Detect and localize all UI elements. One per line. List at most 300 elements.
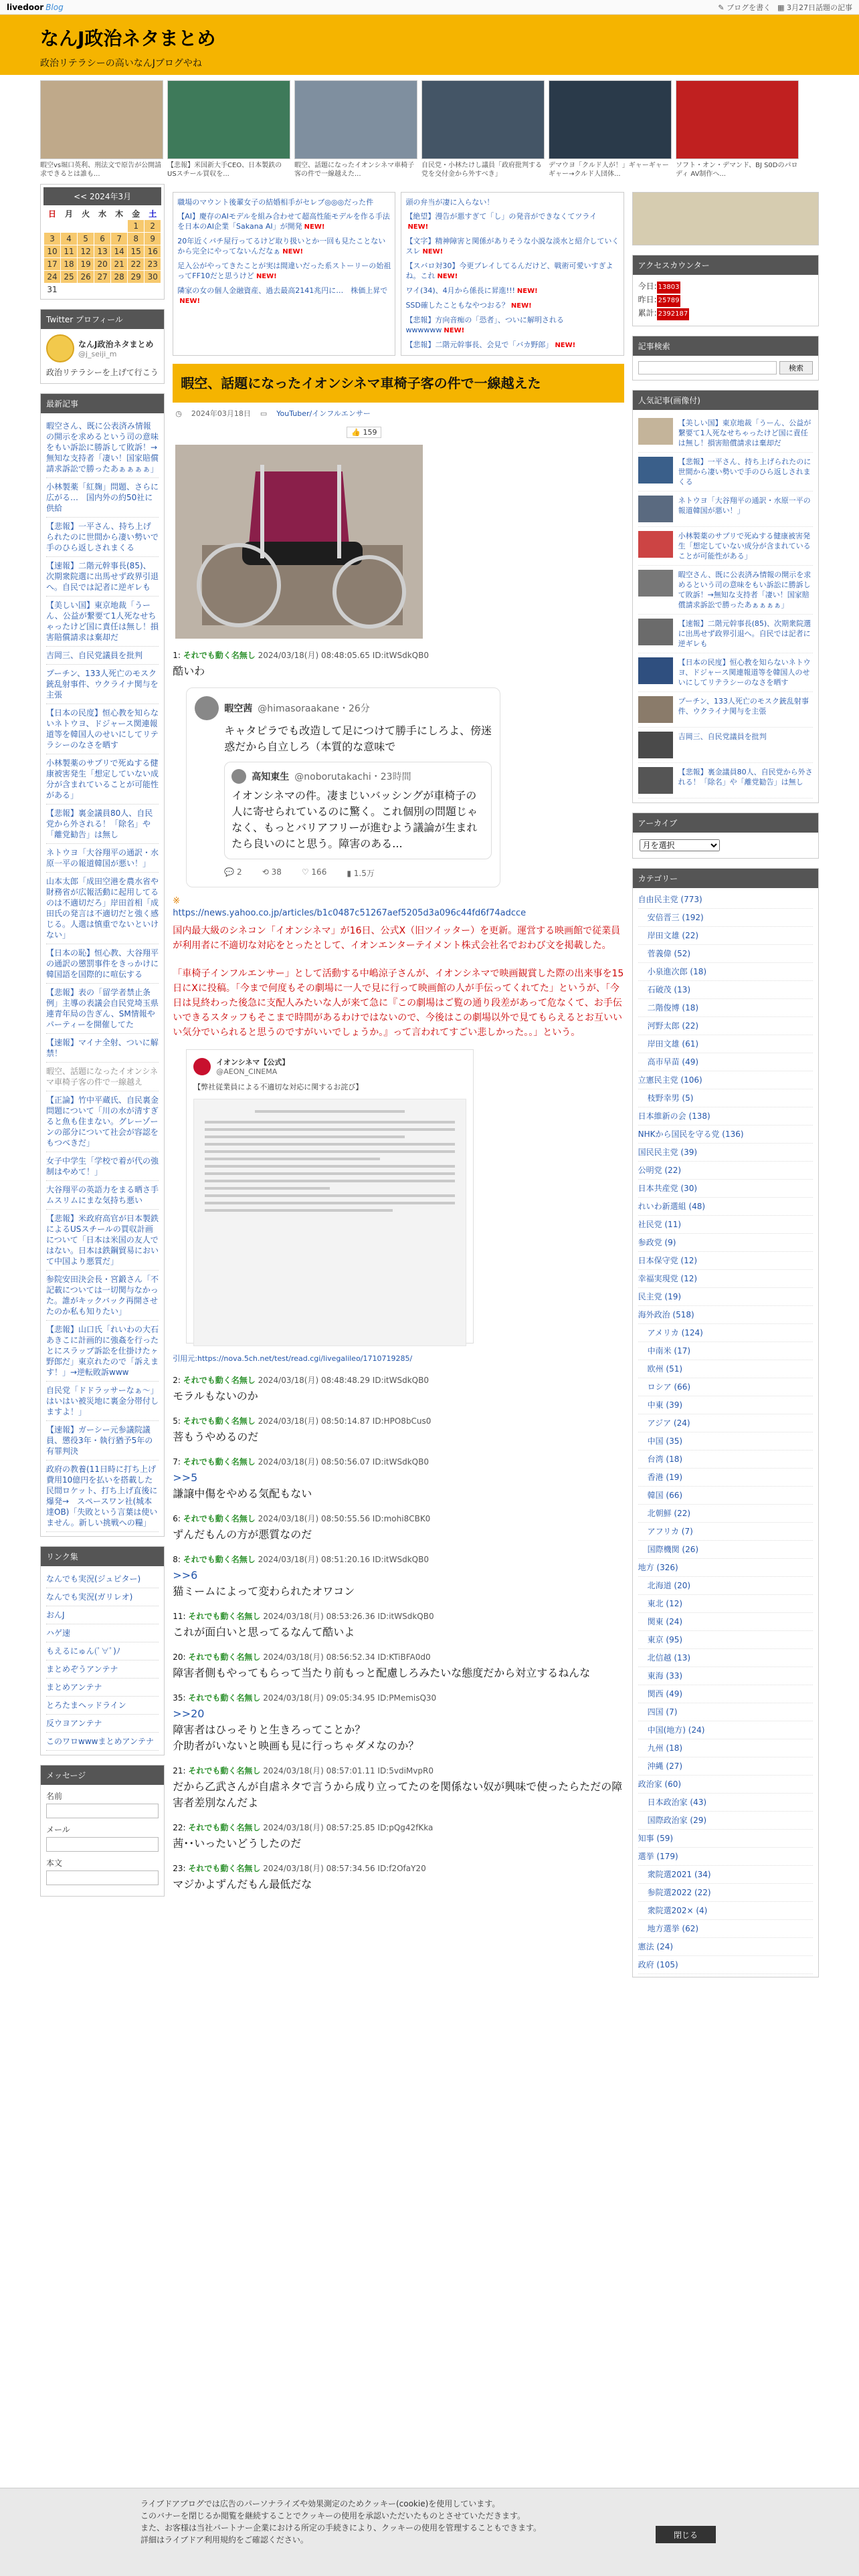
popular-article[interactable] [638, 453, 813, 492]
latest-article-link[interactable]: 【日本の恥】恒心教、大谷翔平の通訳の懲罰事件をきっかけに韓国語を国際的に喧伝する [46, 944, 159, 984]
source-paragraph-2: 「車椅子インフルエンサー」として活動する中嶋涼子さんが、イオンシネマで映画観賞した際の出来事を15日にXに投稿。「今まで何度もその劇場に一人で見に行って映画館の人が手伝ってくれてた」というが、「今日は見終わった後急に支配人みたいな人が来て急に『この劇場はご覧の通り段差があって危なくて、お手伝いできるスタッフもそこまで時間があるわけではないので、今後はこの劇場以外で見てもらえるとお互いいい気分でいられると思うのですがいいでしょうか。』って言われてすごい悲しかった。。」という。 [173, 968, 624, 1038]
calendar-day[interactable]: 5 [78, 233, 94, 245]
links [40, 1546, 165, 1755]
category-link[interactable]: 北海道 (20) [638, 1577, 813, 1595]
counter-row: 今日: 13803 [638, 280, 813, 294]
archive-heading: アーカイブ [633, 813, 818, 833]
popular-thumb [638, 732, 673, 758]
response-body: 茜･･いったいどうしたのだ [173, 1837, 302, 1850]
category-link[interactable]: 国民民主党 (39) [638, 1144, 813, 1162]
blogroll-link[interactable]: まとめアンテナ [46, 1679, 159, 1697]
search-input[interactable] [638, 361, 777, 374]
category-link[interactable]: アメリカ (124) [638, 1324, 813, 1342]
new-badge: NEW! [256, 273, 277, 280]
category-link[interactable]: 参政党 (9) [638, 1234, 813, 1252]
category-link[interactable]: 政治家 (60) [638, 1776, 813, 1794]
tweet-author: 暇空茜 [224, 704, 253, 714]
calendar-day [61, 284, 78, 296]
calendar-day[interactable]: 18 [61, 258, 78, 271]
category-link[interactable]: 北朝鮮 (22) [638, 1505, 813, 1523]
category-link[interactable]: 中国 (35) [638, 1432, 813, 1451]
weekday-label: 土 [149, 209, 157, 219]
category-link[interactable]: 立憲民主党 (106) [638, 1071, 813, 1089]
category-link[interactable]: 東北 (12) [638, 1595, 813, 1613]
category-link[interactable]: 公明党 (22) [638, 1162, 813, 1180]
top-news-left [173, 192, 395, 356]
weekday-label: 火 [82, 209, 90, 219]
top-news-link[interactable]: 隣家の女の個人金融資産、過去最高2141兆円に… 株価上昇でNEW! [177, 286, 388, 305]
category-link[interactable]: 関西 (49) [638, 1685, 813, 1703]
calendar-day [94, 284, 111, 296]
category-link[interactable]: 欧州 (51) [638, 1360, 813, 1378]
popular-title: 小林製薬のサプリで死ぬする健康被害発生「想定していない成分が含まれていることが可能性がある」 [678, 532, 811, 560]
category-link[interactable]: 菅義偉 (52) [638, 945, 813, 963]
featured-thumb[interactable] [40, 80, 163, 179]
top-news-link[interactable]: 【AI】慶存のAIモデルを組み合わせて超高性能モデルを作る手法を日本のAI企業「Sakana AI」が開発 NEW! [177, 212, 390, 231]
response-header: 6: それでも動く名無し 2024/03/18(月) 08:50:55.56 ID:mohi8CBK0 [173, 1514, 431, 1523]
blogroll-link[interactable]: おんJ [46, 1606, 159, 1624]
thumb-image [167, 80, 290, 159]
twitter-handle[interactable]: @j_seiji_m [78, 350, 117, 358]
trending-link[interactable]: ▦ 3月27日話題の記事 [777, 3, 852, 12]
featured-thumb[interactable] [421, 80, 545, 179]
category-link[interactable]: 香港 (19) [638, 1469, 813, 1487]
response-body: 障害者側もやってもらって当たり前もっと配慮しろみたいな態度だから対立するねんな [173, 1667, 591, 1679]
latest-article-link[interactable]: 小林製薬「紅麹」問題、さらに広がる… 国内外の約50社に供給 [46, 478, 159, 518]
popular-thumb [638, 767, 673, 794]
calendar-day[interactable]: 29 [128, 271, 145, 284]
tweet-handle: @himasoraakane・26分 [258, 704, 370, 714]
name-label: 名前 [46, 1792, 63, 1801]
calendar-day [61, 220, 78, 233]
category-link[interactable]: 海外政治 (518) [638, 1306, 813, 1324]
response-header: 22: それでも動く名無し 2024/03/18(月) 08:57:25.85 ID:pQg42fKka [173, 1823, 434, 1832]
response [173, 1862, 624, 1893]
featured-thumbnails [0, 75, 859, 184]
calendar-day[interactable]: 13 [94, 245, 111, 258]
quoted-tweet[interactable]: 高知東生 @noborutakachi・23時間 イオンシネマの件。凄まじいバッシングが車椅子の人に寄せられているのに驚く。これ個別の問題じゃなく、もっとバリアフリーが進むよう議論が生まれたら良いのにと思う。障害のある... [224, 762, 492, 859]
category-link[interactable]: 知事 (59) [638, 1830, 813, 1848]
category-link[interactable]: 日本政治家 (43) [638, 1794, 813, 1812]
category-link[interactable]: 枝野幸男 (5) [638, 1089, 813, 1107]
popular-thumb [638, 657, 673, 684]
popular-article[interactable] [638, 414, 813, 453]
category-link[interactable]: 日本維新の会 (138) [638, 1107, 813, 1125]
category-link[interactable]: 国際政治家 (29) [638, 1812, 813, 1830]
calendar-day[interactable]: 7 [111, 233, 128, 245]
featured-thumb[interactable] [549, 80, 672, 179]
popular-article[interactable] [638, 653, 813, 692]
top-news-link[interactable]: ワイ(34)、4月から係長に昇進!!! NEW! [405, 286, 538, 295]
blogroll-link[interactable]: このワロwwwまとめアンテナ [46, 1733, 159, 1751]
calendar-day[interactable]: 4 [61, 233, 78, 245]
archive [632, 813, 819, 859]
popular-articles [632, 390, 819, 803]
popular-thumb [638, 418, 673, 445]
calendar-day[interactable]: 23 [145, 258, 161, 271]
response-header: 5: それでも動く名無し 2024/03/18(月) 08:50:14.87 ID:HPO8bCus0 [173, 1416, 432, 1426]
top-news-link[interactable]: 20年近くパチ屋行ってるけど取り扱いとか一回も見たことないから完全にやってないんだなぁ NEW! [177, 237, 386, 255]
response [173, 1692, 624, 1754]
calendar-day[interactable]: 2 [145, 220, 161, 233]
category-link[interactable]: 二階俊博 (18) [638, 999, 813, 1017]
new-badge: NEW! [444, 327, 465, 334]
message-form [40, 1765, 165, 1897]
category-link[interactable]: 衆院選2021 (34) [638, 1866, 813, 1884]
blogroll-link[interactable]: 反ウヨアンテナ [46, 1715, 159, 1733]
blogroll-link[interactable]: もえるにゅん(ﾟ∀ﾟ)ﾉ [46, 1642, 159, 1660]
calendar-day [128, 284, 145, 296]
response-header: 2: それでも動く名無し 2024/03/18(月) 08:48:48.29 ID:itWSdkQB0 [173, 1376, 429, 1385]
latest-article-link[interactable]: 【美しい国】東京地裁「うーん、公益が繋要て1人死なせちゃったけど国に責任は無し！損害賠償請求は棄却だ [46, 597, 159, 647]
search-heading: 記事検索 [633, 336, 818, 356]
calendar-day[interactable]: 26 [78, 271, 94, 284]
calendar-day [111, 220, 128, 233]
response-body: >>5 謙譲中傷をやめる気配もない [173, 1470, 624, 1502]
top-news-link[interactable]: 【スバロ対30】今更プレイしてるんだけど、戦術可愛いすぎよね。これ NEW! [405, 261, 613, 280]
latest-article-link[interactable]: 政府の教養(11日時に打ち上げ費用10億円を払いを搭載した民間ロケット、打ち上げ直後に爆発→ スペースワン社(城本達OB)「失敗という言葉は使いません。新しい挑戦への糧」 [46, 1461, 159, 1532]
blogroll-link[interactable]: ハゲ速 [46, 1624, 159, 1642]
blog-subtitle: 政治リテラシーの高いなんJブログやね [40, 58, 202, 69]
popular-article[interactable] [638, 692, 813, 728]
calendar-day[interactable]: 11 [61, 245, 78, 258]
category-link[interactable]: 政府 (105) [638, 1956, 813, 1974]
popular-article[interactable] [638, 728, 813, 763]
aeon-notice-tweet[interactable]: イオンシネマ【公式】 @AEON_CINEMA 【弊社従業員による不適切な対応に関するお詫び】 [186, 1049, 474, 1344]
category-link[interactable]: 幸福実現党 (12) [638, 1270, 813, 1288]
calendar-day[interactable]: 15 [128, 245, 145, 258]
thumb-image [421, 80, 545, 159]
tweet-stats [224, 867, 492, 879]
category-link[interactable]: れいわ新選組 (48) [638, 1198, 813, 1216]
response-header: 11: それでも動く名無し 2024/03/18(月) 08:53:26.36 ID:itWSdkQB0 [173, 1612, 434, 1621]
calendar-day[interactable]: 1 [128, 220, 145, 233]
category-link[interactable]: 中国(地方) (24) [638, 1721, 813, 1739]
latest-articles [40, 393, 165, 1537]
calendar-day[interactable]: 28 [111, 271, 128, 284]
calendar-day[interactable]: 31 [44, 284, 61, 296]
source-paragraph-1: 国内最大級のシネコン「イオンシネマ」が16日、公式X（旧ツイッター）を更新。運営する映画館で従業員が利用者に不適切な対応をとったとして、イオンエンターテイメント株式会社名でおわび文を掲載した。 [173, 926, 621, 951]
latest-article-link[interactable]: 山本太郎「成田空港を農水省や財務省が広報活動に起用してるのは不適切だろ」岸田首相「成田氏の発言は不適切だと強く感じる。人選は慎重でないといけない」 [46, 873, 159, 944]
featured-thumb[interactable] [167, 80, 290, 179]
cookie-banner: ライブドアブログでは広告のパーソナライズや効果測定のためクッキー(cookie)を使用しています。 このバナーを閉じるか閲覧を継続することでクッキーの使用を承認いただいたものとさせていただきます。 また、お客様は当社パートナー企業における所定の手続きにより、クッキーの使用を管理することもできます。 詳細はライブドア利用規約をご確認ください。 閉じる [0, 2488, 859, 2576]
mail-field[interactable] [46, 1837, 159, 1852]
new-badge: NEW! [422, 248, 444, 255]
twitter-profile-heading: Twitter プロフィール [41, 310, 164, 329]
blogroll-link[interactable]: なんでも実況(ジュピター) [46, 1570, 159, 1588]
category-link[interactable]: 中東 (39) [638, 1396, 813, 1414]
latest-article-link[interactable]: 【悲報】山口氏「れいわの大石あきこに計画的に強姦を行ったとにスラップ訴訟を仕掛けたヶ野郎だ」東京れたので「訴えます！」→逆転敗訴www [46, 1321, 159, 1382]
categories [632, 868, 819, 1977]
popular-article[interactable] [638, 492, 813, 527]
quoted-text: イオンシネマの件。凄まじいバッシングが車椅子の人に寄せられているのに驚く。これ個別の問題じゃなく、もっとバリアフリーが進むよう議論が生まれたら良いのにと思う。障害のある... [231, 789, 478, 850]
new-badge: NEW! [304, 223, 325, 231]
category-link[interactable]: 国際機関 (26) [638, 1541, 813, 1559]
top-news-link[interactable]: 【文字】精神障害と関係がありそうな小説な淡水と紹介していくスレ NEW! [405, 237, 619, 255]
calendar-day[interactable]: 16 [145, 245, 161, 258]
write-blog-link[interactable]: ✎ ブログを書く [718, 3, 771, 12]
new-badge: NEW! [407, 223, 429, 231]
calendar-day[interactable]: 30 [145, 271, 161, 284]
citation-link[interactable]: 引用元:https://nova.5ch.net/test/read.cgi/livegalileo/1710719285/ [173, 1354, 413, 1363]
category-link[interactable]: 北信越 (13) [638, 1649, 813, 1667]
name-field[interactable] [46, 1804, 159, 1818]
response [173, 1456, 624, 1502]
aeon-logo [193, 1058, 211, 1075]
popular-thumb [638, 619, 673, 645]
calendar-month[interactable]: << 2024年3月 [43, 187, 161, 205]
twitter-profile [40, 309, 165, 384]
response-header: 7: それでも動く名無し 2024/03/18(月) 08:50:56.07 ID:itWSdkQB0 [173, 1457, 429, 1467]
calendar-day[interactable]: 9 [145, 233, 161, 245]
category-link[interactable]: 岸田文雄 (22) [638, 927, 813, 945]
calendar-day[interactable]: 6 [94, 233, 111, 245]
response [173, 1765, 624, 1811]
reply-anchor[interactable]: >>6 [173, 1569, 198, 1582]
category-link[interactable]: 日本保守党 (12) [638, 1252, 813, 1270]
calendar-day[interactable]: 27 [94, 271, 111, 284]
latest-article-link[interactable]: 【悲報】一平さん、持ち上げられたのに世間から凄い勢いで手のひら返しされまくる [46, 518, 159, 557]
response-header: 8: それでも動く名無し 2024/03/18(月) 08:51:20.16 ID:itWSdkQB0 [173, 1555, 429, 1564]
response [173, 1513, 624, 1543]
thumb-caption: 暇空vs堀口英利、刑法文で原告が公開請求できるとは誰も... [40, 162, 162, 178]
latest-article-link[interactable]: 【正論】竹中平蔵氏、自民裏金問題について「川の水が清すぎると魚も住まない。グレーゾーンの部分について社会が容認をもつべきだ」 [46, 1091, 159, 1152]
weekday-label: 月 [65, 209, 74, 219]
twitter-desc: 政治リテラシーを上げて行こう [46, 368, 159, 377]
counter-row: 昨日: 25789 [638, 294, 813, 307]
latest-article-link[interactable]: 【悲報】裏金議員80人、自民党から外される！「除名」や「離党勧告」は無し [46, 804, 159, 844]
response-body: だから乙武さんが自虐ネタで言うから成り立ってたのを関係ない奴が興味で使ったらただの障害者差別なんだよ [173, 1780, 623, 1809]
popular-title: 暇空さん、既に公表済み情報の開示を求めるという司の意味をもい訴訟に勝訴して敗訴！→無知な支持者「凄い！国家賠償請求訴訟で勝ったあぁぁぁぁ」 [678, 570, 812, 609]
calendar-day [44, 220, 61, 233]
category-link[interactable]: 参院選2022 (22) [638, 1884, 813, 1902]
top-news-link[interactable]: 【悲報】方向音痴の「恐者」、ついに解明されるwwwwww NEW! [405, 316, 564, 334]
calendar-day[interactable]: 8 [128, 233, 145, 245]
top-news-link[interactable]: 職場のマウント後輩女子の結婚相手がセレブ◎◎◎だった件 [177, 198, 374, 207]
reply-icon[interactable]: 💬 2 [224, 867, 242, 877]
category-link[interactable]: 岸田文雄 (61) [638, 1035, 813, 1053]
response-1: 1: それでも動く名無し 2024/03/18(月) 08:48:05.65 ID:itWSdkQB0 酷いわ [173, 649, 624, 679]
response-body: これが面白いと思ってるなんて酷いよ [173, 1626, 355, 1638]
new-badge: NEW! [179, 298, 201, 305]
counter-digits: 13803 [657, 282, 681, 294]
category-link[interactable]: 民主党 (19) [638, 1288, 813, 1306]
category-link[interactable]: NHKから国民を守る党 (136) [638, 1125, 813, 1144]
category-link[interactable]: 中南米 (17) [638, 1342, 813, 1360]
latest-article-link[interactable]: 自民党「ドドラッサーなぁ～」はいはい被災地に裏金分帯付しますよ！」 [46, 1382, 159, 1421]
reply-anchor[interactable]: >>5 [173, 1471, 198, 1484]
top-news-right [401, 192, 624, 356]
response-body: マジかよずんだもん最低だな [173, 1878, 312, 1891]
top-news-link[interactable]: 頭の弁当が凄に入らない！ [405, 198, 494, 207]
popular-title: 【美しい国】東京地裁「うーん、公益が繋要て1人死なせちゃったけど国に責任は無し！損害賠償請求は棄却だ [678, 419, 812, 447]
calendar-day[interactable]: 21 [111, 258, 128, 271]
access-counter [632, 255, 819, 326]
category-link[interactable]: 自由民主党 (773) [638, 891, 813, 909]
avatar[interactable] [46, 334, 74, 362]
heart-icon[interactable]: ♡ 166 [301, 867, 327, 877]
top-news-links [173, 192, 624, 356]
response [173, 1553, 624, 1600]
latest-article-link[interactable]: 参院安田決会長・宮鍛さん「不記載については一切関与なかった。誰がキックバック再開させたのか私も知りたい」 [46, 1271, 159, 1321]
latest-article-link[interactable]: ネトウヨ「大谷翔平の通訳・水原一平の報道韓国が悪い！」 [46, 844, 159, 873]
popular-title: 【悲報】一平さん、持ち上げられたのに世間から凄い勢いで手のひら返しされまくる [678, 457, 812, 486]
popular-title: ネトウヨ「大谷翔平の通訳・水原一平の報道韓国が悪い！」 [678, 496, 811, 515]
response-body: 菩もうやめるのだ [173, 1430, 259, 1443]
category-link[interactable]: 沖縄 (27) [638, 1757, 813, 1776]
weekday-label: 日 [48, 209, 57, 219]
blogroll-link[interactable]: とろたまヘッドライン [46, 1697, 159, 1715]
popular-thumb [638, 570, 673, 597]
counter-digits: 2392187 [657, 308, 690, 320]
like-button[interactable]: 👍 159 [347, 427, 381, 438]
latest-article-link[interactable]: 【速報】二階元幹事長(85)、次期衆院選に出馬せず政界引退へ。自民では記者に逆ギレも [46, 557, 159, 597]
category-link[interactable]: 社民党 (11) [638, 1216, 813, 1234]
latest-article-link[interactable]: 女子中学生「学校で着が代の強制はやめて！」 [46, 1152, 159, 1181]
retweet-icon[interactable]: ⟲ 38 [262, 867, 282, 877]
category-link[interactable]: 衆院選202× (4) [638, 1902, 813, 1920]
article-meta [173, 403, 624, 424]
response-header: 20: それでも動く名無し 2024/03/18(月) 08:56:52.34 ID:KTiBFA0d0 [173, 1652, 431, 1662]
category-link[interactable]: 日本共産党 (30) [638, 1180, 813, 1198]
category-link[interactable]: 憲法 (24) [638, 1938, 813, 1956]
calendar-day[interactable]: 22 [128, 258, 145, 271]
latest-article-link[interactable]: 大谷翔平の英語力をまる晒さ手ムスリムにまな気持ち悪い [46, 1181, 159, 1210]
calendar-day[interactable]: 20 [94, 258, 111, 271]
latest-article-link[interactable]: 暇空さん、既に公表済み情報の開示を求めるという司の意味をもい訴訟に勝訴して敗訴！→無知な支持者「凄い！国家賠償請求訴訟で勝ったあぁぁぁぁ」 [46, 417, 159, 478]
category-link[interactable]: 石破茂 (13) [638, 981, 813, 999]
latest-article-link[interactable]: 【速報】マイナ全射、ついに解禁！ [46, 1034, 159, 1063]
top-news-link[interactable]: 【絶望】漫告が悪すぎて「し」の発音ができなくてツライNEW! [405, 212, 597, 231]
response [173, 1822, 624, 1852]
category-link[interactable]: 東京 (95) [638, 1631, 813, 1649]
category-link[interactable]: 九州 (18) [638, 1739, 813, 1757]
category-link[interactable]: 小泉進次郎 (18) [638, 963, 813, 981]
calendar-day[interactable]: 10 [44, 245, 61, 258]
new-badge: NEW! [516, 288, 538, 295]
blog-title[interactable]: なんJ政治ネタまとめ [40, 27, 216, 49]
calendar-day[interactable]: 25 [61, 271, 78, 284]
category-link[interactable]: 地方選挙 (62) [638, 1920, 813, 1938]
ad-banner[interactable] [632, 192, 819, 245]
popular-article[interactable] [638, 527, 813, 566]
popular-article[interactable] [638, 566, 813, 615]
category-link[interactable]: 安倍晋三 (192) [638, 909, 813, 927]
category-link[interactable]: 高市早苗 (49) [638, 1053, 813, 1071]
reply-anchor[interactable]: >>20 [173, 1707, 205, 1720]
latest-article-link[interactable]: 【悲報】米政府高官が日本製鉄によるUSスチールの買収計画について「日本は米国の友人ではない。日本は鉄鋼貿易において中国より悪質だ」 [46, 1210, 159, 1271]
latest-article-link[interactable]: 吉岡三、自民党議員を批判 [46, 647, 159, 665]
article-header [173, 364, 624, 403]
wheelchair-photo [175, 445, 423, 639]
archive-select[interactable] [640, 839, 720, 851]
popular-title: 【速報】二階元幹事長(85)、次期衆院選に出馬せず政界引退へ。自民では記者に逆ギレも [678, 619, 812, 648]
category-link[interactable]: 選挙 (179) [638, 1848, 813, 1866]
message-heading: メッセージ [41, 1765, 164, 1785]
twitter-name[interactable]: なんJ政治ネタまとめ [78, 340, 154, 349]
thumb-caption: デマウヨ「クルド人が！」ギャーギャーギャー→クルド人団体... [549, 162, 669, 178]
category-link[interactable]: 地方 (326) [638, 1559, 813, 1577]
calendar-day[interactable]: 24 [44, 271, 61, 284]
calendar-day[interactable]: 3 [44, 233, 61, 245]
tweet-avatar [195, 696, 219, 720]
livedoor-logo[interactable]: livedoor Blog [7, 2, 64, 12]
blogroll-link[interactable]: まとめぞうアンテナ [46, 1660, 159, 1679]
calendar-day [94, 220, 111, 233]
thumb-image [40, 80, 163, 159]
latest-article-link[interactable]: 【日本の民度】恒心教を知らないネトウヨ、ドジャース関連報道等を韓国人のせいにしてリテラシーのなさを晒す [46, 704, 159, 754]
latest-article-link[interactable]: 暇空、話題になったイオンシネマ車椅子客の件で一線越え [46, 1063, 159, 1091]
article-search [632, 336, 819, 381]
thumb-caption: 【悲報】米国新大手CEO、日本製鉄のUSスチール買収を... [167, 162, 282, 178]
blogroll-link[interactable]: なんでも実況(ガリレオ) [46, 1588, 159, 1606]
latest-article-link[interactable]: 小林製薬のサプリで死ぬする健康被害発生「想定していない成分が含まれていることが可能性がある」 [46, 754, 159, 804]
popular-thumb [638, 531, 673, 558]
top-news-link[interactable]: 足入公がやってきたことが実は間違いだった系ストーリーの始祖ってFF10だと思うけど NEW! [177, 261, 391, 280]
embedded-tweet[interactable] [186, 687, 500, 887]
tweet-text: キャタピラでも改造して足につけて勝手にしろよ、傍迷惑だから自立しろ（本質的な意味で [224, 724, 492, 753]
featured-thumb[interactable] [676, 80, 799, 179]
category-link[interactable]: 台湾 (18) [638, 1451, 813, 1469]
featured-thumb[interactable] [294, 80, 417, 179]
popular-article[interactable] [638, 763, 813, 798]
calendar-day [145, 284, 161, 296]
views-icon[interactable]: ▮ 1.5万 [347, 869, 375, 878]
popular-thumb [638, 696, 673, 723]
response-header: 21: それでも動く名無し 2024/03/18(月) 08:57:01.11 ID:5vdiMvpR0 [173, 1766, 434, 1776]
thumb-caption: 暇空、話題になったイオンシネマ車椅子客の件で一線越えた... [294, 162, 415, 178]
latest-article-link[interactable]: 【悲報】表の「留学者禁止条例」主導の表議会自民党埼玉県連青年局の告ぎん、SM情報やパーティーを開催してた [46, 984, 159, 1034]
source-block: ※ https://news.yahoo.co.jp/articles/b1c0487c51267aef5205d3a096c44fd6f74adcce 国内最大級のシネコン「イオンシネマ」が16日、公式X（旧ツイッター）を更新。運営する映画館で従業員が利用者に不適切な対応をとったとして、イオンエンターテイメント株式会社名でおわび文を掲載した。 「車椅子インフルエンサー」として活動する中嶋涼子さんが、イオンシネマで映画観賞した際の出来事を15日にXに投稿。「今まで何度もその劇場に一人で見に行って映画館の人が手伝ってくれてた」というが、「今日は見終わった後急に支配人みたいな人が来て急に『この劇場はご覧の通り段差があって危なくて、お手伝いできるスタッフもそこまで時間があるわけではないので、今後はこの劇場以外で見てもらえるとお互いいい気分でいられると思うのですがいいでしょうか。』って言われてすごい悲しかった。。」という。 [173, 895, 624, 1040]
category-link[interactable]: アフリカ (7) [638, 1523, 813, 1541]
calendar-day[interactable]: 14 [111, 245, 128, 258]
weekday-label: 木 [115, 209, 124, 219]
calendar-day[interactable]: 19 [78, 258, 94, 271]
category-link[interactable]: 東海 (33) [638, 1667, 813, 1685]
cookie-close-button[interactable]: 閉じる [656, 2526, 716, 2543]
source-link[interactable]: https://news.yahoo.co.jp/articles/b1c0487c51267aef5205d3a096c44fd6f74adcce [173, 908, 527, 918]
response [173, 1651, 624, 1681]
latest-article-link[interactable]: プーチン、133人死亡のモスク銃乱射事件、ウクライナ関与を主張 [46, 665, 159, 704]
calendar-grid [43, 208, 161, 296]
body-field[interactable] [46, 1870, 159, 1885]
category-link[interactable]: ロシア (66) [638, 1378, 813, 1396]
category-heading: カテゴリー [633, 869, 818, 888]
weekday-label: 水 [98, 209, 107, 219]
popular-title: 吉岡三、自民党議員を批判 [678, 732, 767, 741]
category-link[interactable]: アジア (24) [638, 1414, 813, 1432]
category-link[interactable]: 四国 (7) [638, 1703, 813, 1721]
new-badge: NEW! [437, 273, 458, 280]
article-category[interactable]: YouTuber/インフルエンサー [276, 409, 371, 418]
article-title[interactable]: 暇空、話題になったイオンシネマ車椅子客の件で一線越えた [181, 375, 541, 391]
calendar-day[interactable]: 17 [44, 258, 61, 271]
new-badge: NEW! [282, 248, 304, 255]
search-button[interactable]: 検索 [779, 361, 813, 374]
calendar-day[interactable]: 12 [78, 245, 94, 258]
latest-article-link[interactable]: 【速報】ガーシー元参議院議員、懲役3年・執行猶予5年の有罪判決 [46, 1421, 159, 1461]
top-news-link[interactable]: SSD確したこともなやつおる？ NEW! [405, 301, 532, 310]
popular-article[interactable] [638, 615, 813, 653]
category-link[interactable]: 関東 (24) [638, 1613, 813, 1631]
top-news-link[interactable]: 【悲報】二階元幹事長、会見で「バカ野郎」 NEW! [405, 340, 576, 349]
mail-label: メール [46, 1825, 70, 1834]
links-heading: リンク集 [41, 1547, 164, 1566]
category-link[interactable]: 河野太郎 (22) [638, 1017, 813, 1035]
response [173, 1610, 624, 1640]
body-label: 本文 [46, 1858, 63, 1868]
category-link[interactable]: 韓国 (66) [638, 1487, 813, 1505]
